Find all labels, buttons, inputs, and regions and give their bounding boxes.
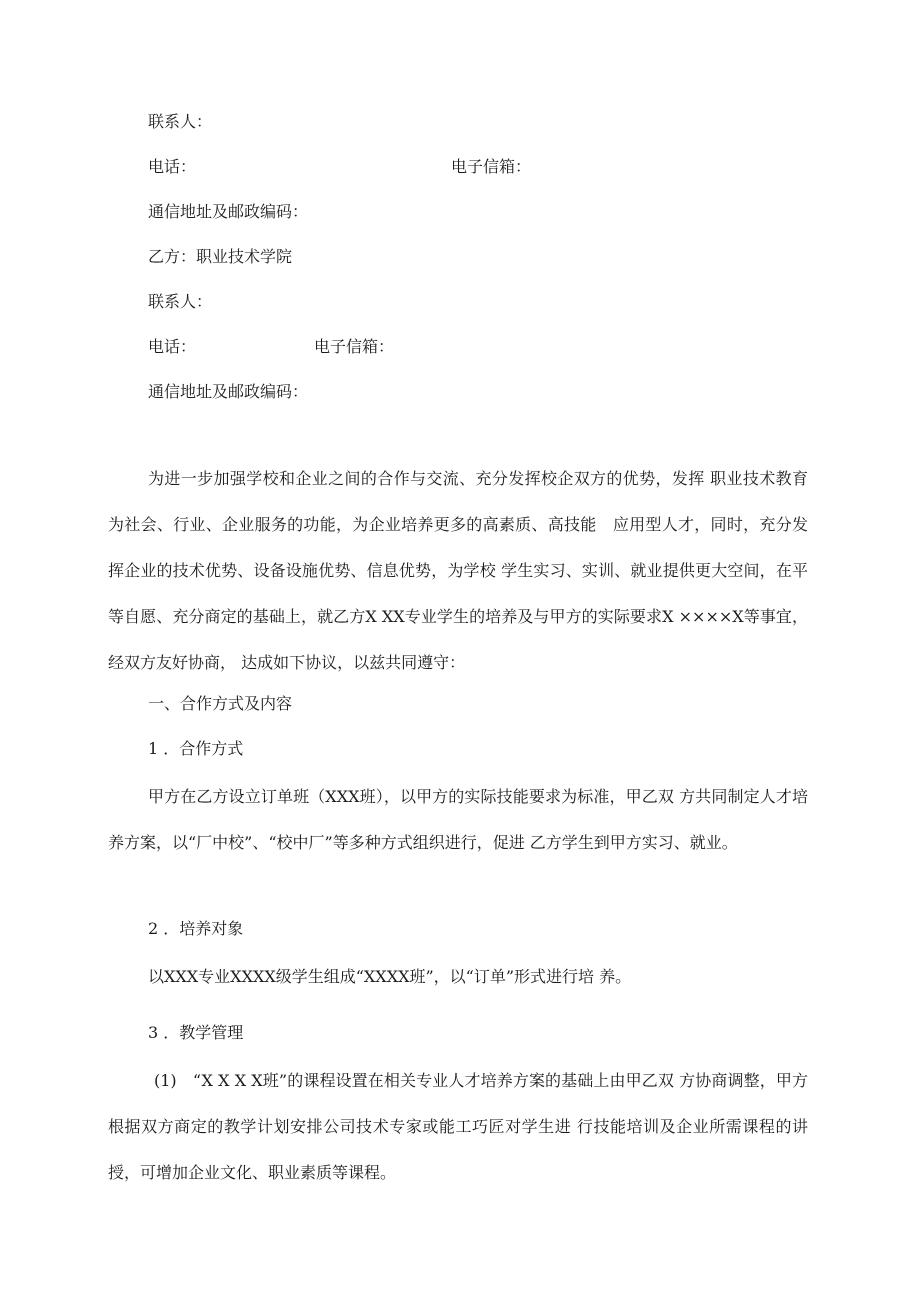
item-1-heading: 1 ．合作方式: [148, 739, 244, 758]
party-a-phone-label: 电话：: [148, 157, 197, 176]
party-a-address-label: 通信地址及邮政编码：: [148, 202, 309, 221]
party-b-name-line: 乙方：职业技术学院: [148, 247, 293, 266]
item-3-heading: 3 ．教学管理: [148, 1023, 244, 1042]
item-2-heading: 2 ．培养对象: [148, 919, 244, 938]
party-b-phone-label: 电话：: [148, 337, 197, 356]
party-a-contact-label: 联系人：: [148, 112, 213, 131]
item-1-body: 甲方在乙方设立订单班（XXX班），以甲方的实际技能要求为标准，甲乙双 方共同制定人才培养方案，以“厂中校”、“校中厂”等多种方式组织进行，促进 乙方学生到甲方实习、就业。: [108, 787, 808, 852]
party-b-email-label: 电子信箱：: [314, 337, 395, 356]
section-1-heading: 一、合作方式及内容: [148, 694, 293, 713]
item-3-sub-1: (1) “X X X X班”的课程设置在相关专业人才培养方案的基础上由甲乙双 方协商调整，甲方根据双方商定的教学计划安排公司技术专家或能工巧匠对学生进 行技能培训及企业所需课程的讲授，可增加企业文化、职业素质等课程。: [108, 1071, 808, 1182]
party-b-contact-label: 联系人：: [148, 292, 213, 311]
intro-paragraph: 为进一步加强学校和企业之间的合作与交流、充分发挥校企双方的优势，发挥 职业技术教育为社会、行业、企业服务的功能，为企业培养更多的高素质、高技能 应用型人才，同时，充分发挥企业的技术优势、设备设施优势、信息优势，为学校 学生实习、实训、就业提供更大空间，在平等自愿、充分商定的基础上，就乙方X XX专业学生的培养及与甲方的实际要求X ××××X等事宜，经双方友好协商， 达成如下协议，以兹共同遵守：: [108, 469, 808, 672]
item-2-body: 以XXX专业XXXX级学生组成“XXXX班”，以“订单”形式进行培 养。: [148, 967, 632, 986]
party-a-email-label: 电子信箱：: [451, 157, 532, 176]
party-b-address-label: 通信地址及邮政编码：: [148, 382, 309, 401]
